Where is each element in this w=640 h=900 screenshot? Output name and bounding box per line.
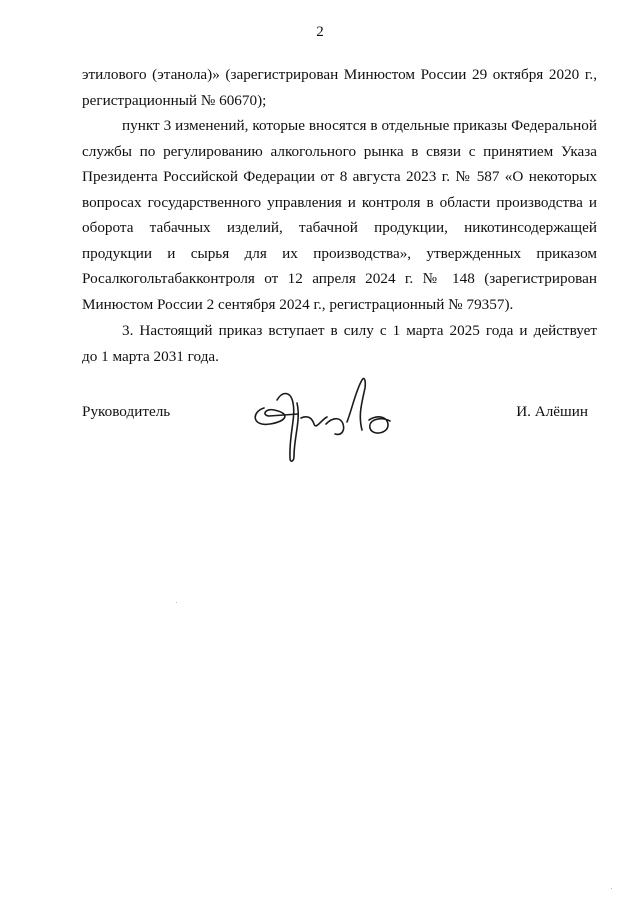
signature-block bbox=[82, 400, 588, 470]
handwritten-signature bbox=[246, 372, 406, 467]
paragraph-line: регистрационный № 60670); bbox=[82, 91, 267, 109]
paragraph-line: 3. Настоящий приказ вступает в силу с 1 марта 2025 года и действует bbox=[122, 322, 597, 339]
scan-speck bbox=[176, 602, 177, 603]
paragraph-line: службы по регулированию алкогольного рынка в связи с принятием Указа bbox=[82, 142, 597, 160]
position-title: Руководитель bbox=[82, 403, 171, 420]
paragraph-continuation bbox=[82, 62, 597, 113]
signer-name: И. Алёшин bbox=[516, 403, 588, 420]
paragraph-line: Минюстом России 2 сентября 2024 г., регистрационный № 79357). bbox=[82, 295, 514, 313]
paragraph-effective-date bbox=[82, 318, 597, 369]
scan-speck bbox=[611, 888, 612, 889]
paragraph-amendment-item bbox=[82, 113, 597, 317]
paragraph-line: продукции и сырья для их производства», утвержденных приказом bbox=[82, 244, 597, 262]
paragraph-line: Президента Российской Федерации от 8 августа 2023 г. № 587 «О некоторых bbox=[82, 168, 597, 185]
paragraph-line: до 1 марта 2031 года. bbox=[82, 347, 219, 365]
paragraph-line: оборота табачных изделий, табачной продукции, никотинсодержащей bbox=[82, 219, 597, 236]
paragraph-line: вопросах государственного управления и контроля в области производства и bbox=[82, 193, 597, 211]
paragraph-line: пункт 3 изменений, которые вносятся в отдельные приказы Федеральной bbox=[122, 117, 597, 134]
page-number: 2 bbox=[316, 24, 324, 40]
paragraph-line: этилового (этанола)» (зарегистрирован Минюстом России 29 октября 2020 г., bbox=[82, 66, 597, 83]
paragraph-line: Росалкогольтабакконтроля от 12 апреля 2024 г. № 148 (зарегистрирован bbox=[82, 270, 597, 287]
